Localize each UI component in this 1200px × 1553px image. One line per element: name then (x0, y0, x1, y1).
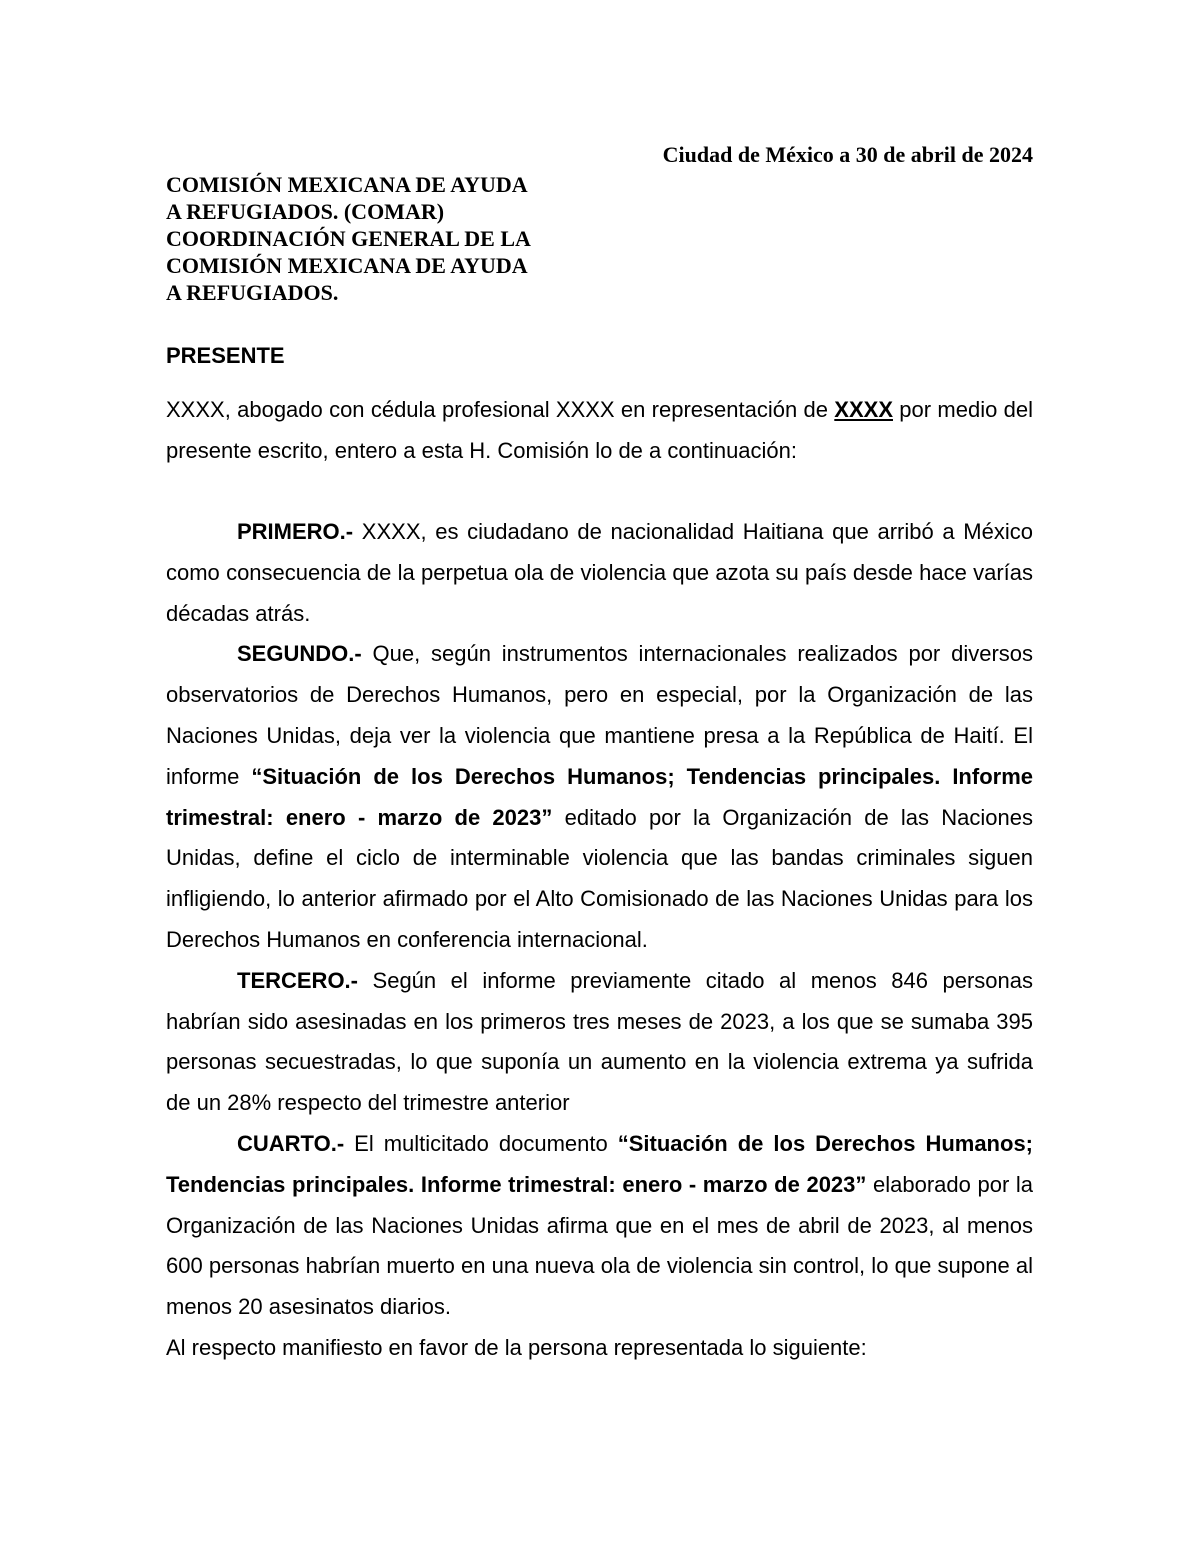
point-text: XXXX, es ciudadano de nacionalidad Haitiana que arribó a México como consecuencia de la perpetua ola de violencia que azota su país desde hace varías décadas atrás. (166, 519, 1033, 626)
point-label: CUARTO.- (237, 1130, 345, 1156)
salutation-presente: PRESENTE (166, 343, 285, 368)
point-label: PRIMERO.- (237, 519, 354, 544)
points-section (166, 512, 1033, 1369)
point-text: Según el informe previamente citado al menos 846 personas habrían sido asesinadas en los primeros tres meses de 2023, a los que se sumaba 395 personas secuestradas, lo que suponía un aumento en la violencia extrema ya sufrida de un 28% respecto del trimestre anterior (166, 967, 1033, 1116)
paragraph-segundo (166, 634, 1033, 960)
addressee-line: COORDINACIÓN GENERAL DE LA (166, 226, 531, 251)
intro-text: por medio del presente escrito, entero a esta H. Comisión lo de a continuación: (166, 397, 1033, 463)
closing-paragraph: Al respecto manifiesto en favor de la persona representada lo siguiente: (166, 1334, 867, 1360)
paragraph-cuarto (166, 1124, 1033, 1328)
report-title: “Situación de los Derechos Humanos; Tendencias principales. Informe trimestral: enero - marzo de 2023” (166, 1130, 1033, 1197)
report-title: “Situación de los Derechos Humanos; Tendencias principales. Informe trimestral: enero - marzo de 2023” (166, 763, 1033, 830)
date-line: Ciudad de México a 30 de abril de 2024 (662, 142, 1033, 167)
addressee-block (166, 171, 666, 306)
point-label: TERCERO.- (237, 967, 358, 993)
point-text: Que, según instrumentos internacionales realizados por diversos observatorios de Derechos Humanos, pero en especial, por la Organización de las Naciones Unidas, deja ver la violencia que mantiene presa a la República de Haití. El informe (166, 641, 1033, 789)
addressee-line: A REFUGIADOS. (COMAR) (166, 199, 445, 224)
intro-paragraph (166, 390, 1033, 472)
intro-text: XXXX, abogado con cédula profesional XXXX en representación de (166, 397, 835, 422)
point-text: editado por la Organización de las Naciones Unidas, define el ciclo de interminable violencia que las bandas criminales siguen infligiendo, lo anterior afirmado por el Alto Comisionado de las Naciones Unidas para los Derechos Humanos en conferencia internacional. (166, 804, 1033, 952)
represented-name: XXXX (834, 397, 893, 422)
paragraph-tercero (166, 961, 1033, 1124)
point-text: El multicitado documento (344, 1130, 618, 1156)
addressee-line: COMISIÓN MEXICANA DE AYUDA (166, 253, 528, 278)
addressee-line: COMISIÓN MEXICANA DE AYUDA (166, 172, 528, 197)
paragraph-primero (166, 512, 1033, 634)
point-label: SEGUNDO.- (237, 641, 362, 667)
point-text: elaborado por la Organización de las Naciones Unidas afirma que en el mes de abril de 2023, al menos 600 personas habrían muerto en una nueva ola de violencia sin control, lo que supone al menos 20 asesinatos diarios. (166, 1171, 1033, 1320)
addressee-line: A REFUGIADOS. (166, 280, 339, 305)
